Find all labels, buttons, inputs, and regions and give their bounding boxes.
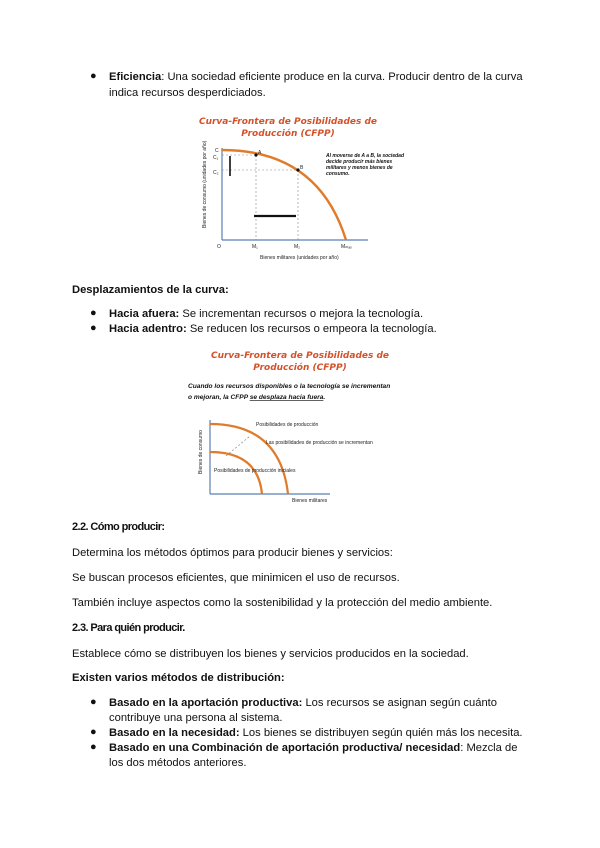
label-m1: M₁ [252,244,258,250]
item-term: Basado en la necesidad: [109,727,240,739]
item-text: Se incrementan recursos o mejora la tecnología. [179,308,424,320]
item-text: : Mezcla de [460,742,518,754]
method-item-3-line-2: los dos métodos anteriores. [109,757,247,769]
figure2-sub-1: Cuando los recursos disponibles o la tecnología se incrementan [188,383,391,390]
figure2-outer-curve [210,424,288,494]
figure2-label-mid: Las posibilidades de producción se incrementan [266,440,373,446]
figure2-shift-arrow [226,436,250,456]
methods-title: Existen varios métodos de distribución: [72,672,285,684]
method-item-1-line-1 [109,696,497,711]
method-item-3-line-1 [109,741,517,756]
desplazamiento-item-1 [109,307,423,322]
bullet-icon: ● [90,726,97,738]
figure1-title-2: Producción (CFPP) [241,129,335,139]
desplazamiento-item-2 [109,322,437,337]
item-term: Basado en la aportación productiva: [109,697,303,709]
item-text: Los recursos se asignan según cuánto [302,697,498,709]
bullet-icon: ● [90,307,97,319]
figure1-annotation: Al moverse de A a B, la sociedad decide producir más bienes militares y menos bienes de consumo. [326,153,404,177]
label-mmax: Mₘₐₓ [341,244,352,250]
label-c1: C₁ [213,155,219,161]
bullet-icon: ● [90,741,97,753]
figure2-title-1: Curva-Frontera de Posibilidades de [210,351,390,361]
section-2-2-title: 2.2. Cómo producir: [72,521,165,533]
label-m2: M₂ [294,244,301,250]
section-2-2-p1: Determina los métodos óptimos para producir bienes y servicios: [72,547,393,559]
bullet-icon: ● [90,696,97,708]
figure1-title-1: Curva-Frontera de Posibilidades de [198,117,378,127]
figure2-x-axis-label: Bienes militares [292,498,328,504]
figure1-x-axis-label: Bienes militares (unidades por año) [260,255,339,261]
bullet-icon: ● [90,322,97,334]
section-2-3-p1: Establece cómo se distribuyen los bienes y servicios producidos en la sociedad. [72,648,469,660]
section-2-2-p2: Se buscan procesos eficientes, que minimicen el uso de recursos. [72,572,400,584]
method-item-1-line-2: contribuye una persona al sistema. [109,712,283,724]
item-term: Hacia adentro: [109,323,187,335]
section-2-3-title: 2.3. Para quién producir. [72,622,185,634]
figure1-y-axis-label: Bienes de consumo (unidades por año) [202,140,208,228]
label-c2: C₂ [213,170,219,176]
eficiencia-text: : Una sociedad eficiente produce en la curva. Producir dentro de la curva [161,71,523,83]
item-text: Se reducen los recursos o empeora la tecnología. [186,323,437,335]
label-c: C [215,148,219,154]
eficiencia-line-1 [109,70,523,85]
section-2-2-p3: También incluye aspectos como la sostenibilidad y la protección del medio ambiente. [72,597,493,609]
item-text: Los bienes se distribuyen según quién más los necesita. [239,727,523,739]
figure2-label-outer: Posibilidades de producción [256,422,319,428]
desplazamientos-title: Desplazamientos de la curva: [72,284,229,296]
figure-2-cfpp-shift [180,344,430,512]
figure-1-cfpp [188,108,408,268]
item-term: Hacia afuera: [109,308,180,320]
bullet-icon: ● [90,70,97,82]
figure2-y-axis-label: Bienes de consumo [198,430,204,474]
method-item-2 [109,726,523,741]
label-b: B [300,165,304,171]
figure2-label-inner: Posibilidades de producción iniciales [214,468,296,474]
label-o: O [217,244,221,250]
figure2-title-2: Producción (CFPP) [253,363,347,373]
eficiencia-term: Eficiencia [109,71,162,83]
item-term: Basado en una Combinación de aportación productiva/ necesidad [109,742,461,754]
figure2-sub-2: o mejoran, la CFPP se desplaza hacia fuera. [188,394,326,401]
label-a: A [258,150,262,156]
eficiencia-line-2: indica recursos desperdiciados. [109,87,266,99]
